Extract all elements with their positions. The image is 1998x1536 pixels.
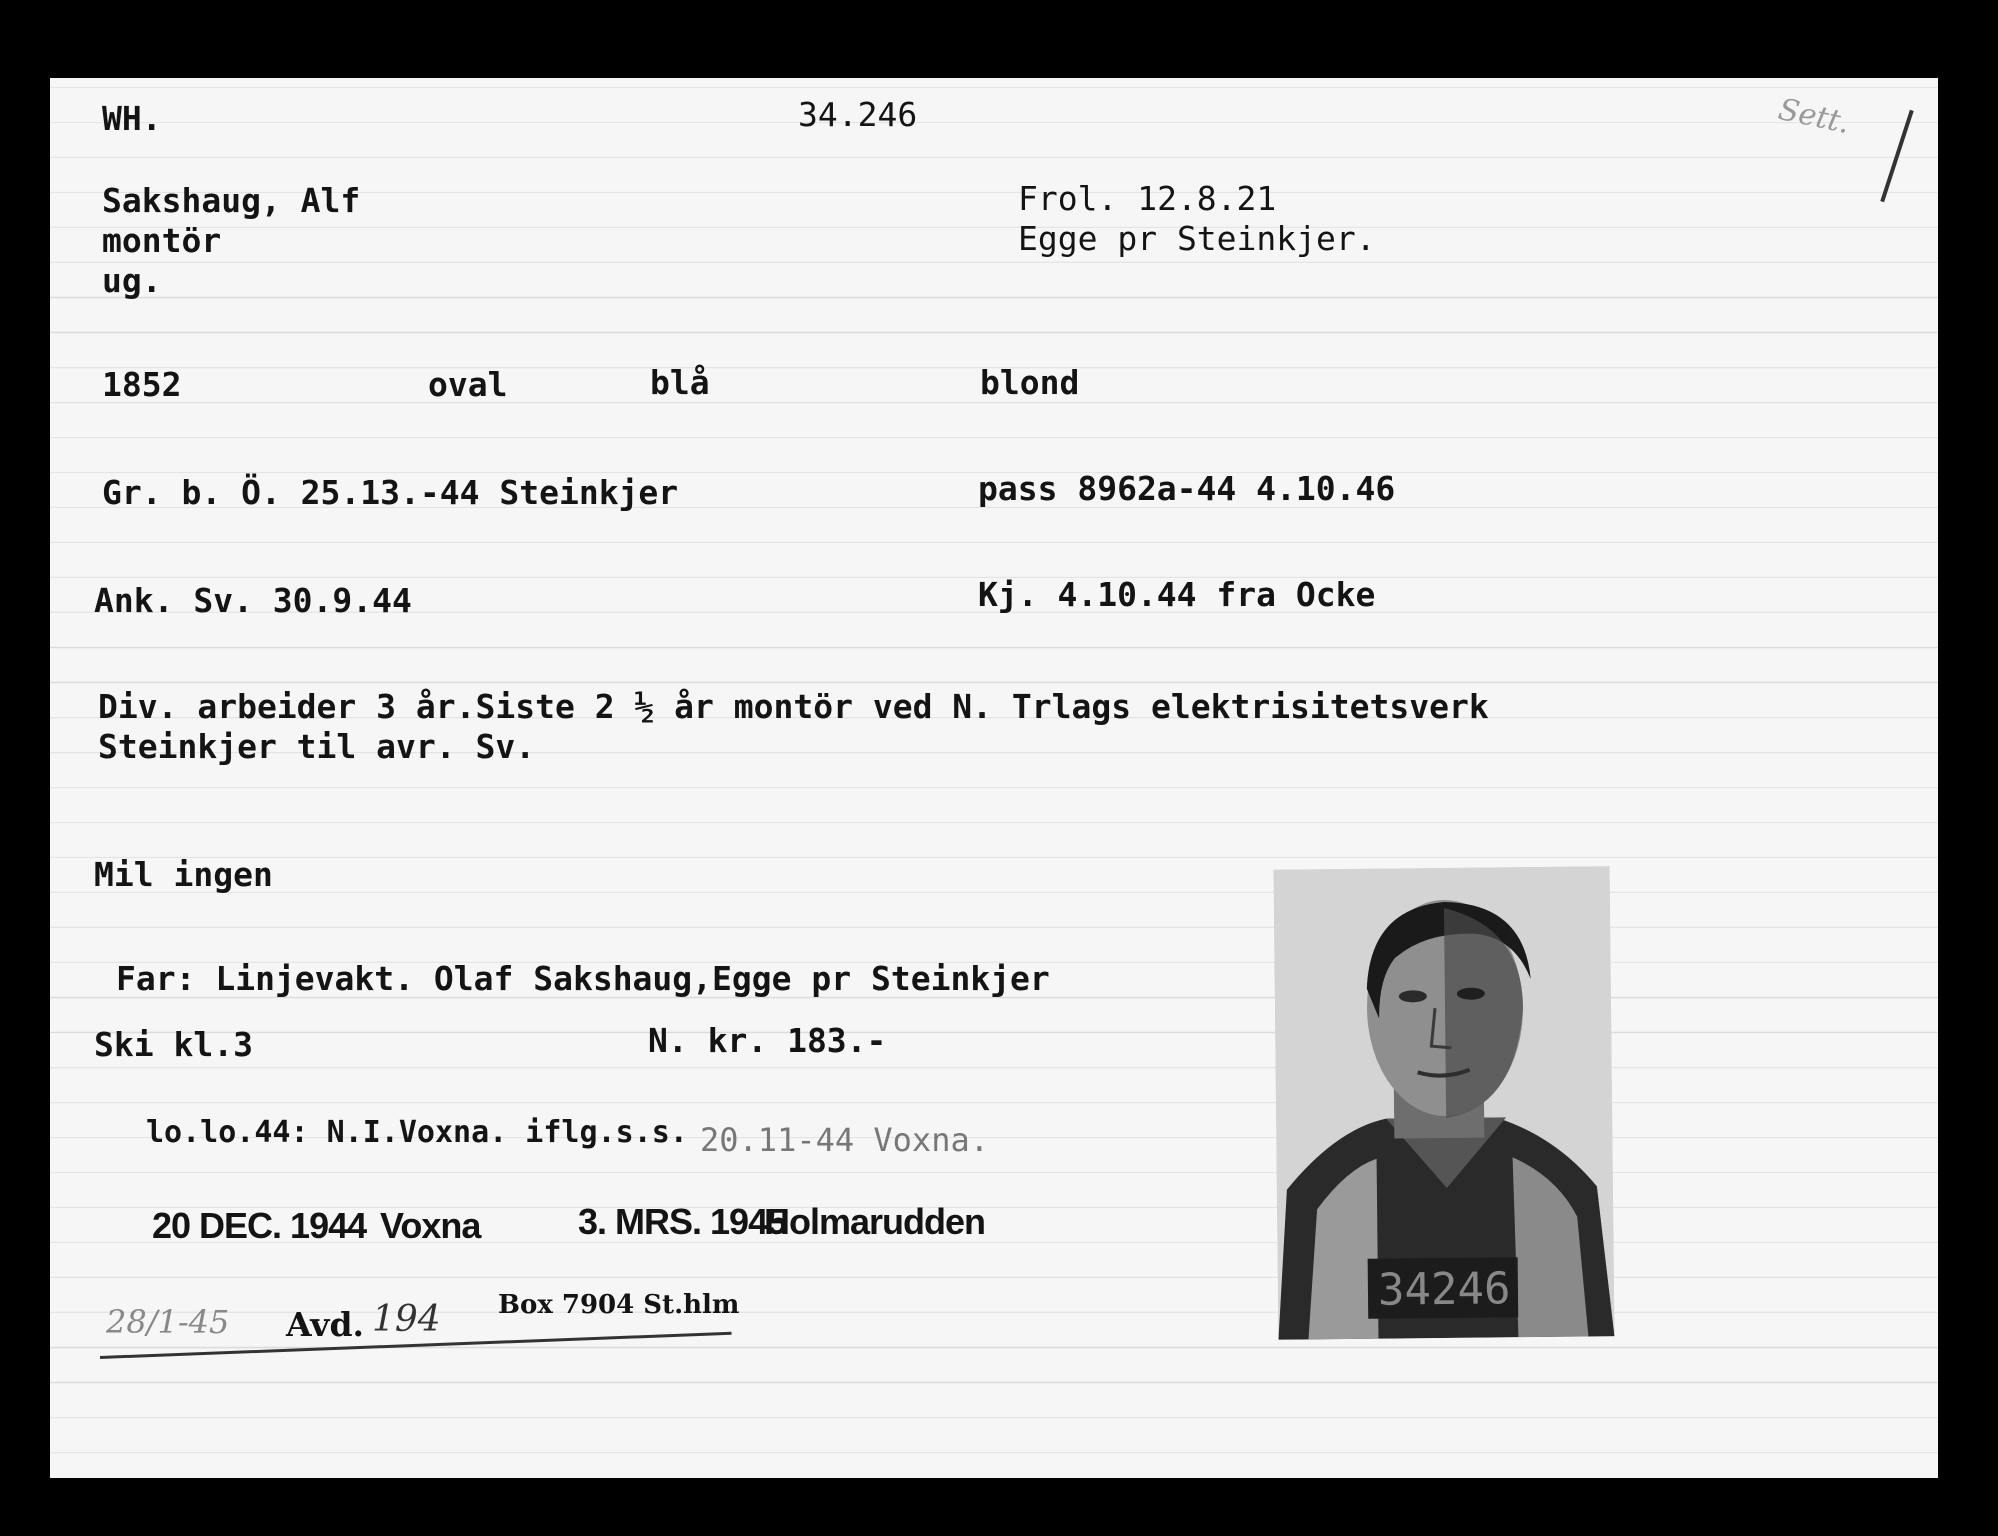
avd-number: 194 <box>372 1299 441 1340</box>
stamp-place-2: Holmarudden <box>764 1201 986 1242</box>
face-shape: oval <box>428 365 508 404</box>
arrival: Ank. Sv. 30.9.44 <box>94 581 412 620</box>
height: 1852 <box>102 365 182 404</box>
stamp-place-1: Voxna <box>380 1205 481 1246</box>
registration-card <box>50 78 1938 1478</box>
header-code: WH. <box>102 99 162 138</box>
military: Mil ingen <box>94 855 273 894</box>
box-address: Box 7904 St.hlm <box>498 1290 740 1320</box>
portrait-photo <box>1274 866 1615 1339</box>
money: N. kr. 183.- <box>648 1021 887 1060</box>
border-crossing: Gr. b. Ö. 25.13.-44 Steinkjer <box>102 473 679 512</box>
birth-info: Frol. 12.8.21 <box>1018 179 1277 218</box>
ski-class: Ski kl.3 <box>94 1025 253 1064</box>
kj-note: Kj. 4.10.44 fra Ocke <box>978 575 1376 614</box>
occupation: montör <box>102 221 222 260</box>
work-line-1: Div. arbeider 3 år.Siste 2 ½ år montör ved N. Trlags elektrisitetsverk <box>98 687 1489 726</box>
photo-number: 34246 <box>1377 1263 1511 1316</box>
hair-color: blond <box>980 363 1080 402</box>
stamp-date-2: 3. MRS. 1945 <box>578 1201 787 1242</box>
pencil-date: 28/1-45 <box>106 1303 230 1341</box>
passport: pass 8962a-44 4.10.46 <box>978 469 1396 508</box>
address: Egge pr Steinkjer. <box>1018 219 1376 258</box>
pencil-mark: Sett. <box>1775 91 1853 142</box>
work-line-2: Steinkjer til avr. Sv. <box>98 727 536 766</box>
stamp-date-1: 20 DEC. 1944 <box>152 1205 367 1246</box>
avd-label: Avd. <box>286 1305 365 1344</box>
eye-color: blå <box>650 363 710 402</box>
portrait-illustration <box>1274 866 1615 1339</box>
voxna-date: 20.11-44 Voxna. <box>700 1121 989 1159</box>
marital-status: ug. <box>102 261 162 300</box>
voxna-note: lo.lo.44: N.I.Voxna. iflg.s.s. <box>146 1115 688 1150</box>
card-number: 34.246 <box>798 95 918 134</box>
person-name: Sakshaug, Alf <box>102 181 361 220</box>
father: Far: Linjevakt. Olaf Sakshaug,Egge pr Steinkjer <box>116 959 1050 998</box>
pencil-stroke <box>1880 110 1913 203</box>
